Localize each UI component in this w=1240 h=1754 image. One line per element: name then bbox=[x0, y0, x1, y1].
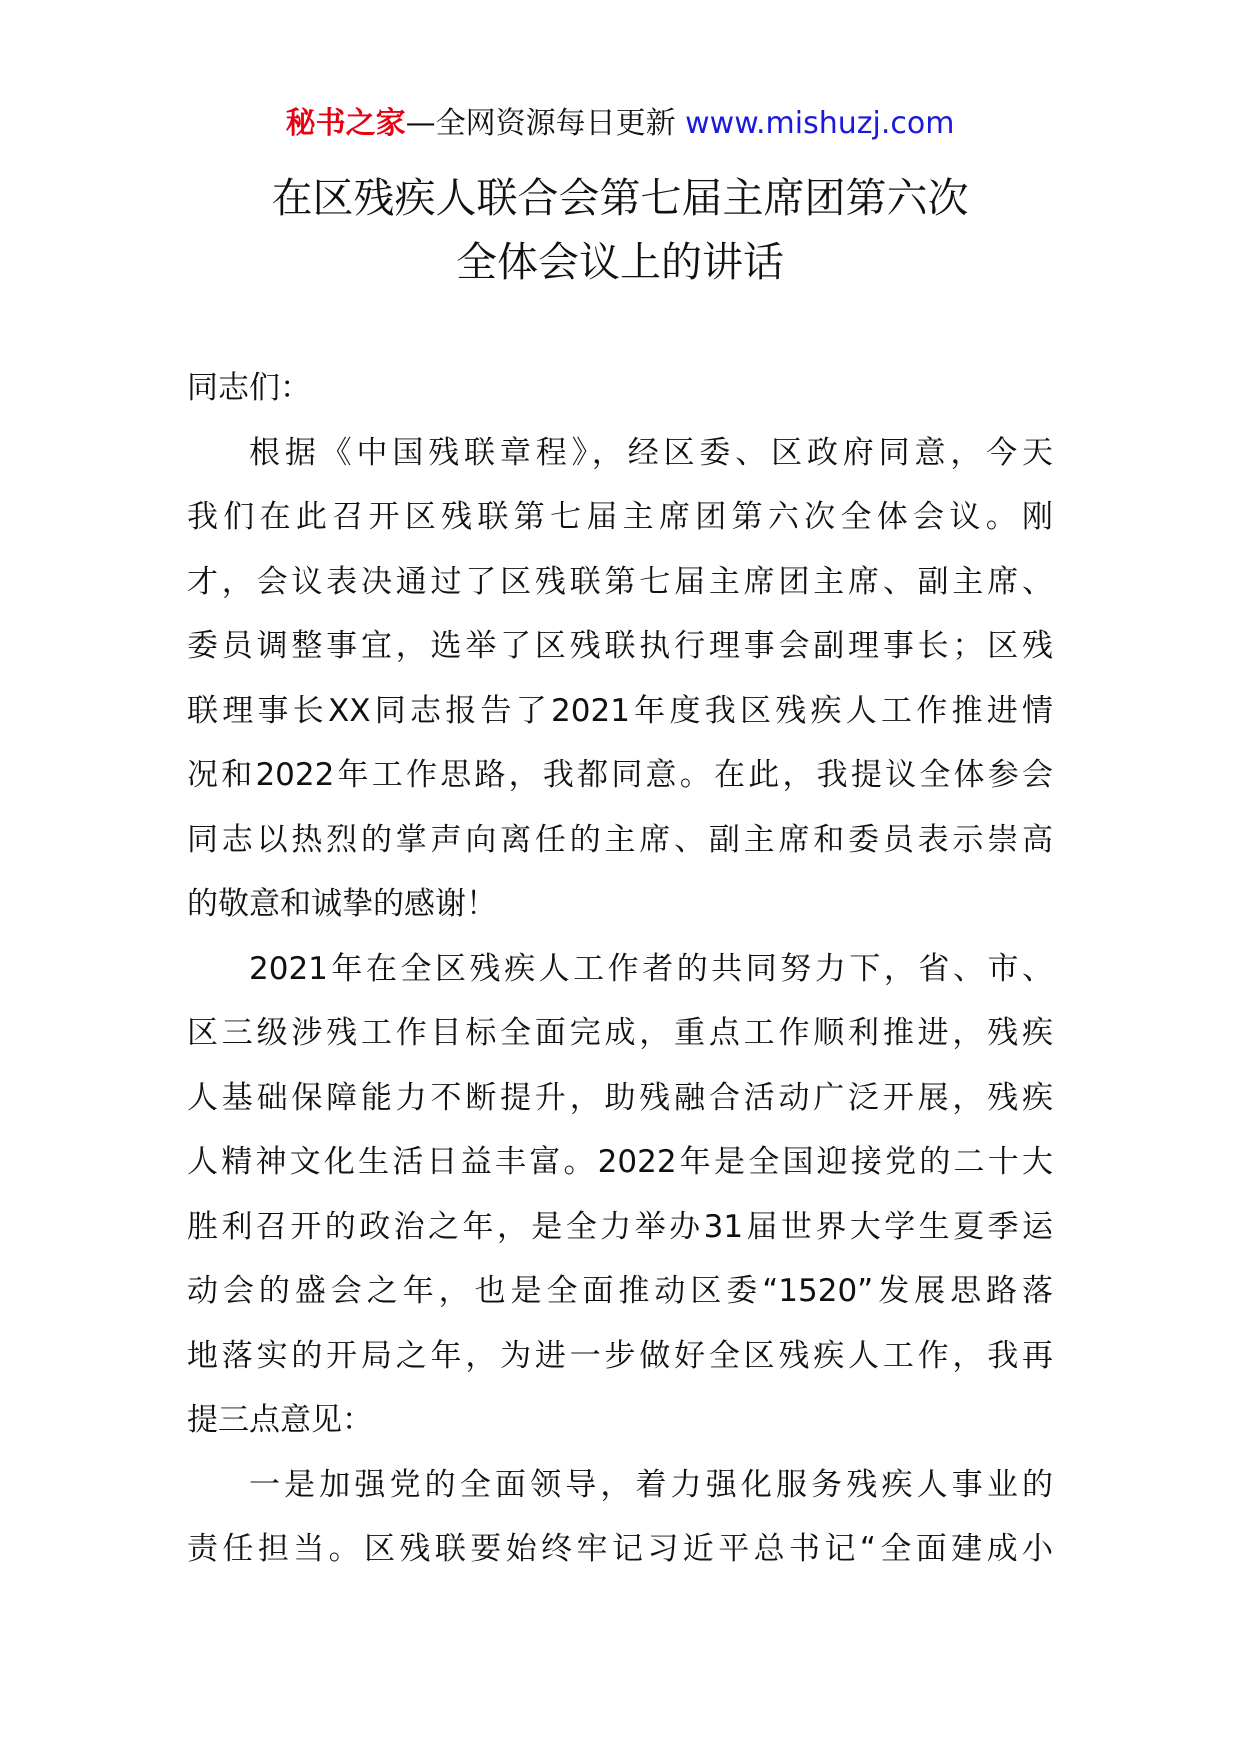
paragraph-line: 动会的盛会之年，也是全面推动区委“1520”发展思路落 bbox=[187, 1273, 1053, 1309]
paragraph-line: 责任担当。区残联要始终牢记习近平总书记“全面建成小 bbox=[187, 1531, 1053, 1567]
document-title-line-1: 在区残疾人联合会第七届主席团第六次 bbox=[271, 174, 969, 222]
site-watermark-header bbox=[0, 102, 1240, 146]
paragraph-line: 我们在此召开区残联第七届主席团第六次全体会议。刚 bbox=[187, 499, 1053, 535]
paragraph-3 bbox=[187, 1453, 1053, 1582]
paragraph-line: 联理事长XX同志报告了2021年度我区残疾人工作推进情 bbox=[187, 692, 1053, 729]
paragraph-line: 2021年在全区残疾人工作者的共同努力下，省、市、 bbox=[249, 950, 1053, 987]
salutation: 同志们： bbox=[187, 370, 311, 406]
paragraph-line: 人精神文化生活日益丰富。2022年是全国迎接党的二十大 bbox=[187, 1144, 1053, 1180]
document-body bbox=[187, 356, 1053, 1582]
site-url-link[interactable]: www.mishuzj.com bbox=[685, 106, 955, 141]
paragraph-line: 委员调整事宜，选举了区残联执行理事会副理事长；区残 bbox=[187, 628, 1053, 664]
paragraph-line: 的敬意和诚挚的感谢！ bbox=[187, 886, 497, 922]
paragraph-line: 一是加强党的全面领导，着力强化服务残疾人事业的 bbox=[249, 1466, 1053, 1503]
site-tagline: —全网资源每日更新 bbox=[405, 106, 686, 141]
paragraph-line: 区三级涉残工作目标全面完成，重点工作顺利推进，残疾 bbox=[187, 1015, 1053, 1051]
paragraph-line: 才，会议表决通过了区残联第七届主席团主席、副主席、 bbox=[187, 563, 1053, 600]
paragraph-line: 胜利召开的政治之年，是全力举办31届世界大学生夏季运 bbox=[187, 1208, 1053, 1245]
document-title-line-2: 全体会议上的讲话 bbox=[456, 238, 784, 286]
paragraph-line: 况和2022年工作思路，我都同意。在此，我提议全体参会 bbox=[187, 757, 1053, 793]
paragraph-line: 提三点意见： bbox=[187, 1402, 373, 1438]
site-brand: 秘书之家 bbox=[285, 106, 406, 141]
document-title bbox=[0, 166, 1240, 294]
paragraph-2 bbox=[187, 937, 1053, 1453]
paragraph-line: 同志以热烈的掌声向离任的主席、副主席和委员表示崇高 bbox=[187, 821, 1053, 858]
paragraph-line: 人基础保障能力不断提升，助残融合活动广泛开展，残疾 bbox=[187, 1079, 1053, 1116]
paragraph-line: 根据《中国残联章程》，经区委、区政府同意，今天 bbox=[249, 434, 1053, 471]
paragraph-1 bbox=[187, 421, 1053, 937]
paragraph-line: 地落实的开局之年，为进一步做好全区残疾人工作，我再 bbox=[187, 1337, 1053, 1374]
